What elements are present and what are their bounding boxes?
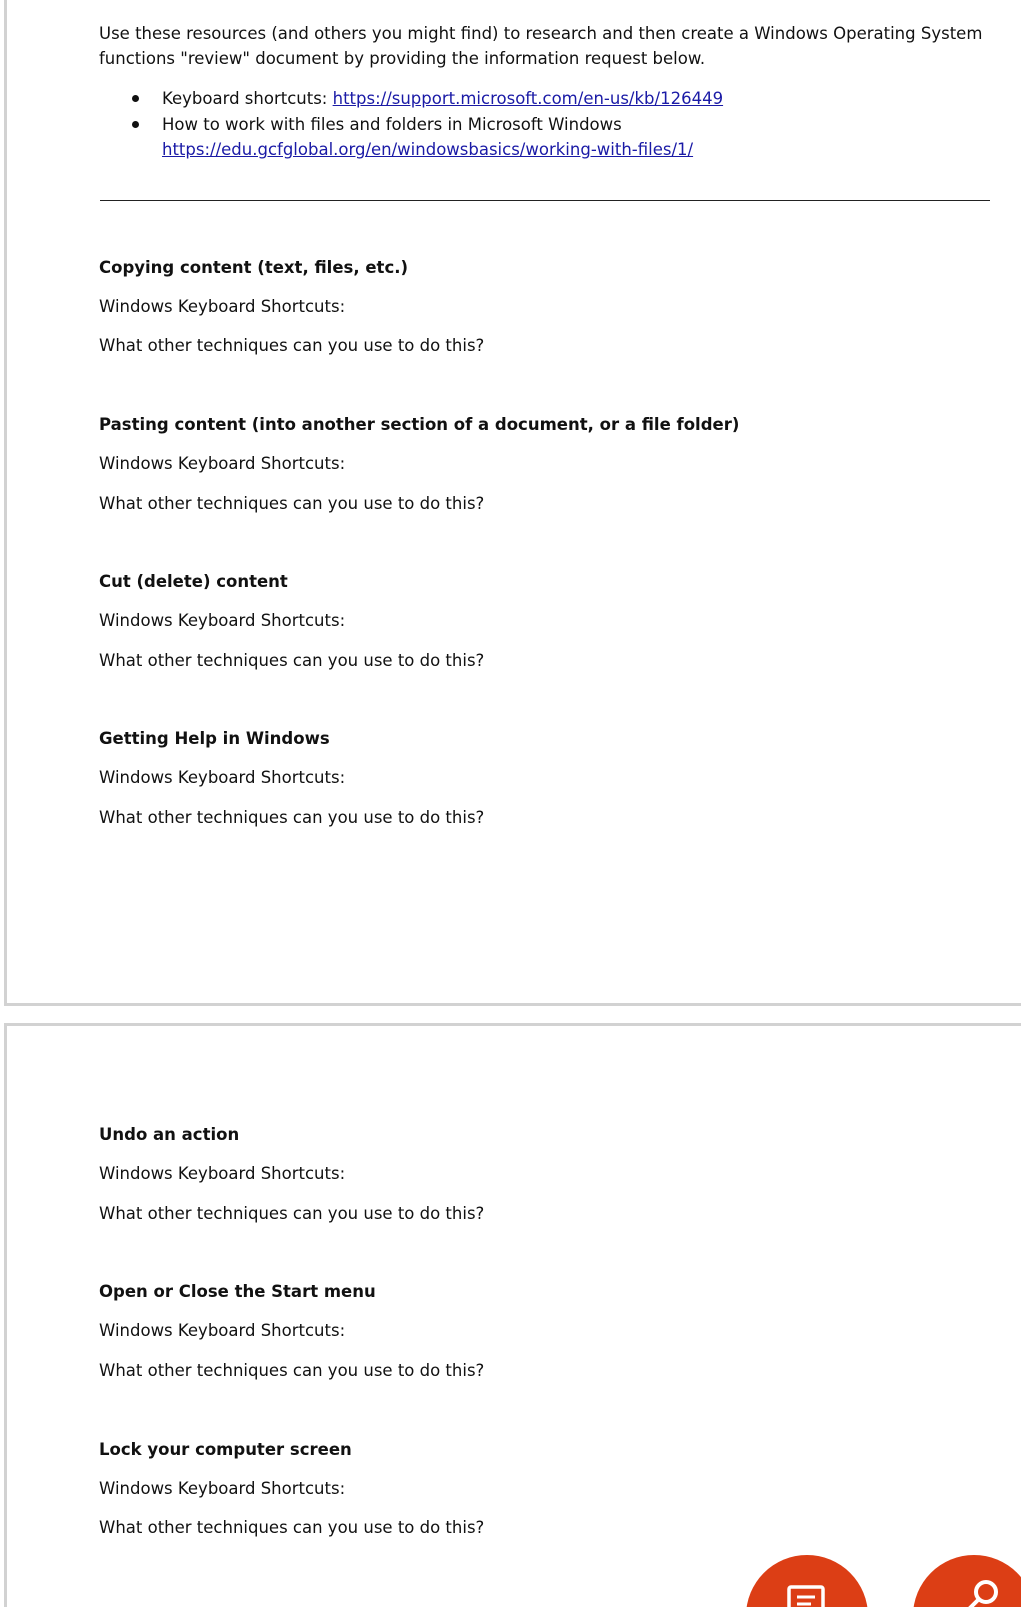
shortcuts-label: Windows Keyboard Shortcuts: — [99, 768, 346, 787]
bullet-dot — [132, 121, 139, 128]
techniques-question: What other techniques can you use to do this? — [99, 494, 485, 513]
keyboard-shortcuts-link[interactable]: https://support.microsoft.com/en-us/kb/126449 — [332, 89, 724, 108]
shortcuts-label: Windows Keyboard Shortcuts: — [99, 1321, 346, 1340]
intro-line-1: Use these resources (and others you might find) to research and then create a Windows Operating System — [99, 24, 983, 43]
resource-item-files-label: How to work with files and folders in Microsoft Windows — [162, 115, 622, 134]
section-heading: Undo an action — [99, 1125, 240, 1144]
techniques-question: What other techniques can you use to do this? — [99, 1518, 485, 1537]
section-heading: Open or Close the Start menu — [99, 1282, 376, 1301]
techniques-question: What other techniques can you use to do this? — [99, 651, 485, 670]
techniques-question: What other techniques can you use to do this? — [99, 1361, 485, 1380]
section-heading: Copying content (text, files, etc.) — [99, 258, 409, 277]
document-page-2 — [4, 1023, 1021, 1607]
document-page-1 — [4, 0, 1021, 1006]
shortcuts-label: Windows Keyboard Shortcuts: — [99, 1164, 346, 1183]
techniques-question: What other techniques can you use to do this? — [99, 336, 485, 355]
intro-line-2: functions "review" document by providing the information request below. — [99, 49, 706, 68]
shortcuts-label: Windows Keyboard Shortcuts: — [99, 454, 346, 473]
section-heading: Lock your computer screen — [99, 1440, 352, 1459]
bullet-dot — [132, 95, 139, 102]
resource-item-keyboard — [162, 88, 723, 110]
resource-label: Keyboard shortcuts: — [162, 89, 333, 108]
techniques-question: What other techniques can you use to do this? — [99, 808, 485, 827]
techniques-question: What other techniques can you use to do this? — [99, 1204, 485, 1223]
shortcuts-label: Windows Keyboard Shortcuts: — [99, 297, 346, 316]
shortcuts-label: Windows Keyboard Shortcuts: — [99, 611, 346, 630]
files-folders-link[interactable]: https://edu.gcfglobal.org/en/windowsbasics/working-with-files/1/ — [162, 140, 694, 159]
section-heading: Cut (delete) content — [99, 572, 288, 591]
shortcuts-label: Windows Keyboard Shortcuts: — [99, 1479, 346, 1498]
horizontal-rule — [100, 200, 990, 201]
section-heading: Getting Help in Windows — [99, 729, 330, 748]
section-heading: Pasting content (into another section of a document, or a file folder) — [99, 415, 740, 434]
